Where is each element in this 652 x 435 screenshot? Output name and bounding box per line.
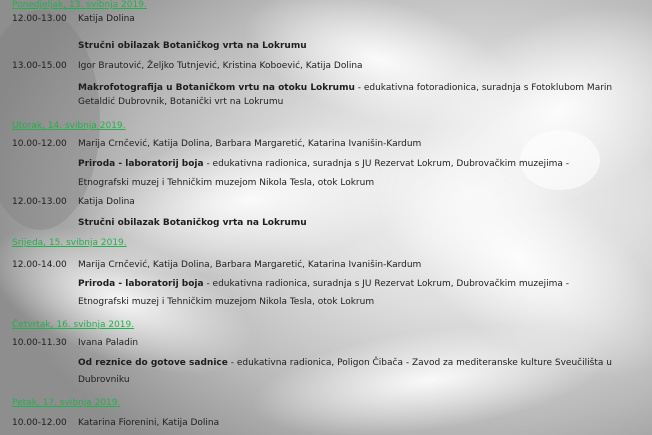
event-title: Od reznice do gotove sadnice <box>78 358 228 368</box>
event-title: Stručni obilazak Botaničkog vrta na Lokrumu <box>78 218 307 228</box>
event-description: - edukativna radionica, Poligon Čibača - Zavod za mediteranske kulture Sveučilišta u <box>227 358 612 368</box>
event-description-cont: Getaldić Dubrovnik, Botanički vrt na Lokrumu <box>78 97 284 107</box>
time-slot: 12.00-14.00 <box>12 260 67 270</box>
presenters: Katarina Fiorenini, Katija Dolina <box>78 418 220 428</box>
day-heading: Srijeda, 15. svibnja 2019. <box>12 238 127 248</box>
time-slot: 10.00-11.30 <box>12 338 67 348</box>
presenters: Igor Brautović, Željko Tutnjević, Kristina Koboević, Katija Dolina <box>78 61 363 71</box>
presenters: Katija Dolina <box>78 197 135 207</box>
presenters: Marija Crnčević, Katija Dolina, Barbara Margaretić, Katarina Ivanišin-Kardum <box>78 260 422 270</box>
time-slot: 10.00-12.00 <box>12 139 67 149</box>
event-title: Makrofotografija u Botaničkom vrtu na otoku Lokrumu <box>78 83 355 93</box>
event-description: - edukativna radionica, suradnja s JU Rezervat Lokrum, Dubrovačkim muzejima - <box>203 279 570 289</box>
time-slot: 10.00-12.00 <box>12 418 67 428</box>
event-description-cont: Etnografski muzej i Tehničkim muzejom Nikola Tesla, otok Lokrum <box>78 178 375 188</box>
event-description: - edukativna fotoradionica, suradnja s Fotoklubom Marin <box>354 83 613 93</box>
time-slot: 12.00-13.00 <box>12 197 67 207</box>
event-entry <box>78 159 569 170</box>
day-heading: Utorak, 14. svibnja 2019. <box>12 121 126 131</box>
day-heading: Petak, 17. svibnja 2019. <box>12 398 121 408</box>
event-description: - edukativna radionica, suradnja s JU Rezervat Lokrum, Dubrovačkim muzejima - <box>203 159 570 169</box>
day-heading: Četvrtak, 16. svibnja 2019. <box>12 320 135 330</box>
event-entry <box>78 358 612 369</box>
time-slot: 12.00-13.00 <box>12 14 67 24</box>
presenters: Katija Dolina <box>78 14 135 24</box>
event-title: Priroda - laboratorij boja <box>78 159 204 169</box>
presenters: Ivana Paladin <box>78 338 139 348</box>
presenters: Marija Crnčević, Katija Dolina, Barbara Margaretić, Katarina Ivanišin-Kardum <box>78 139 422 149</box>
event-description-cont: Dubrovniku <box>78 375 130 385</box>
event-title: Stručni obilazak Botaničkog vrta na Lokrumu <box>78 41 307 51</box>
time-slot: 13.00-15.00 <box>12 61 67 71</box>
event-entry <box>78 83 612 94</box>
event-entry <box>78 279 569 290</box>
event-title: Priroda - laboratorij boja <box>78 279 204 289</box>
day-heading: Ponedjeljak, 13. svibnja 2019. <box>12 0 147 10</box>
event-description-cont: Etnografski muzej i Tehničkim muzejom Nikola Tesla, otok Lokrum <box>78 297 375 307</box>
